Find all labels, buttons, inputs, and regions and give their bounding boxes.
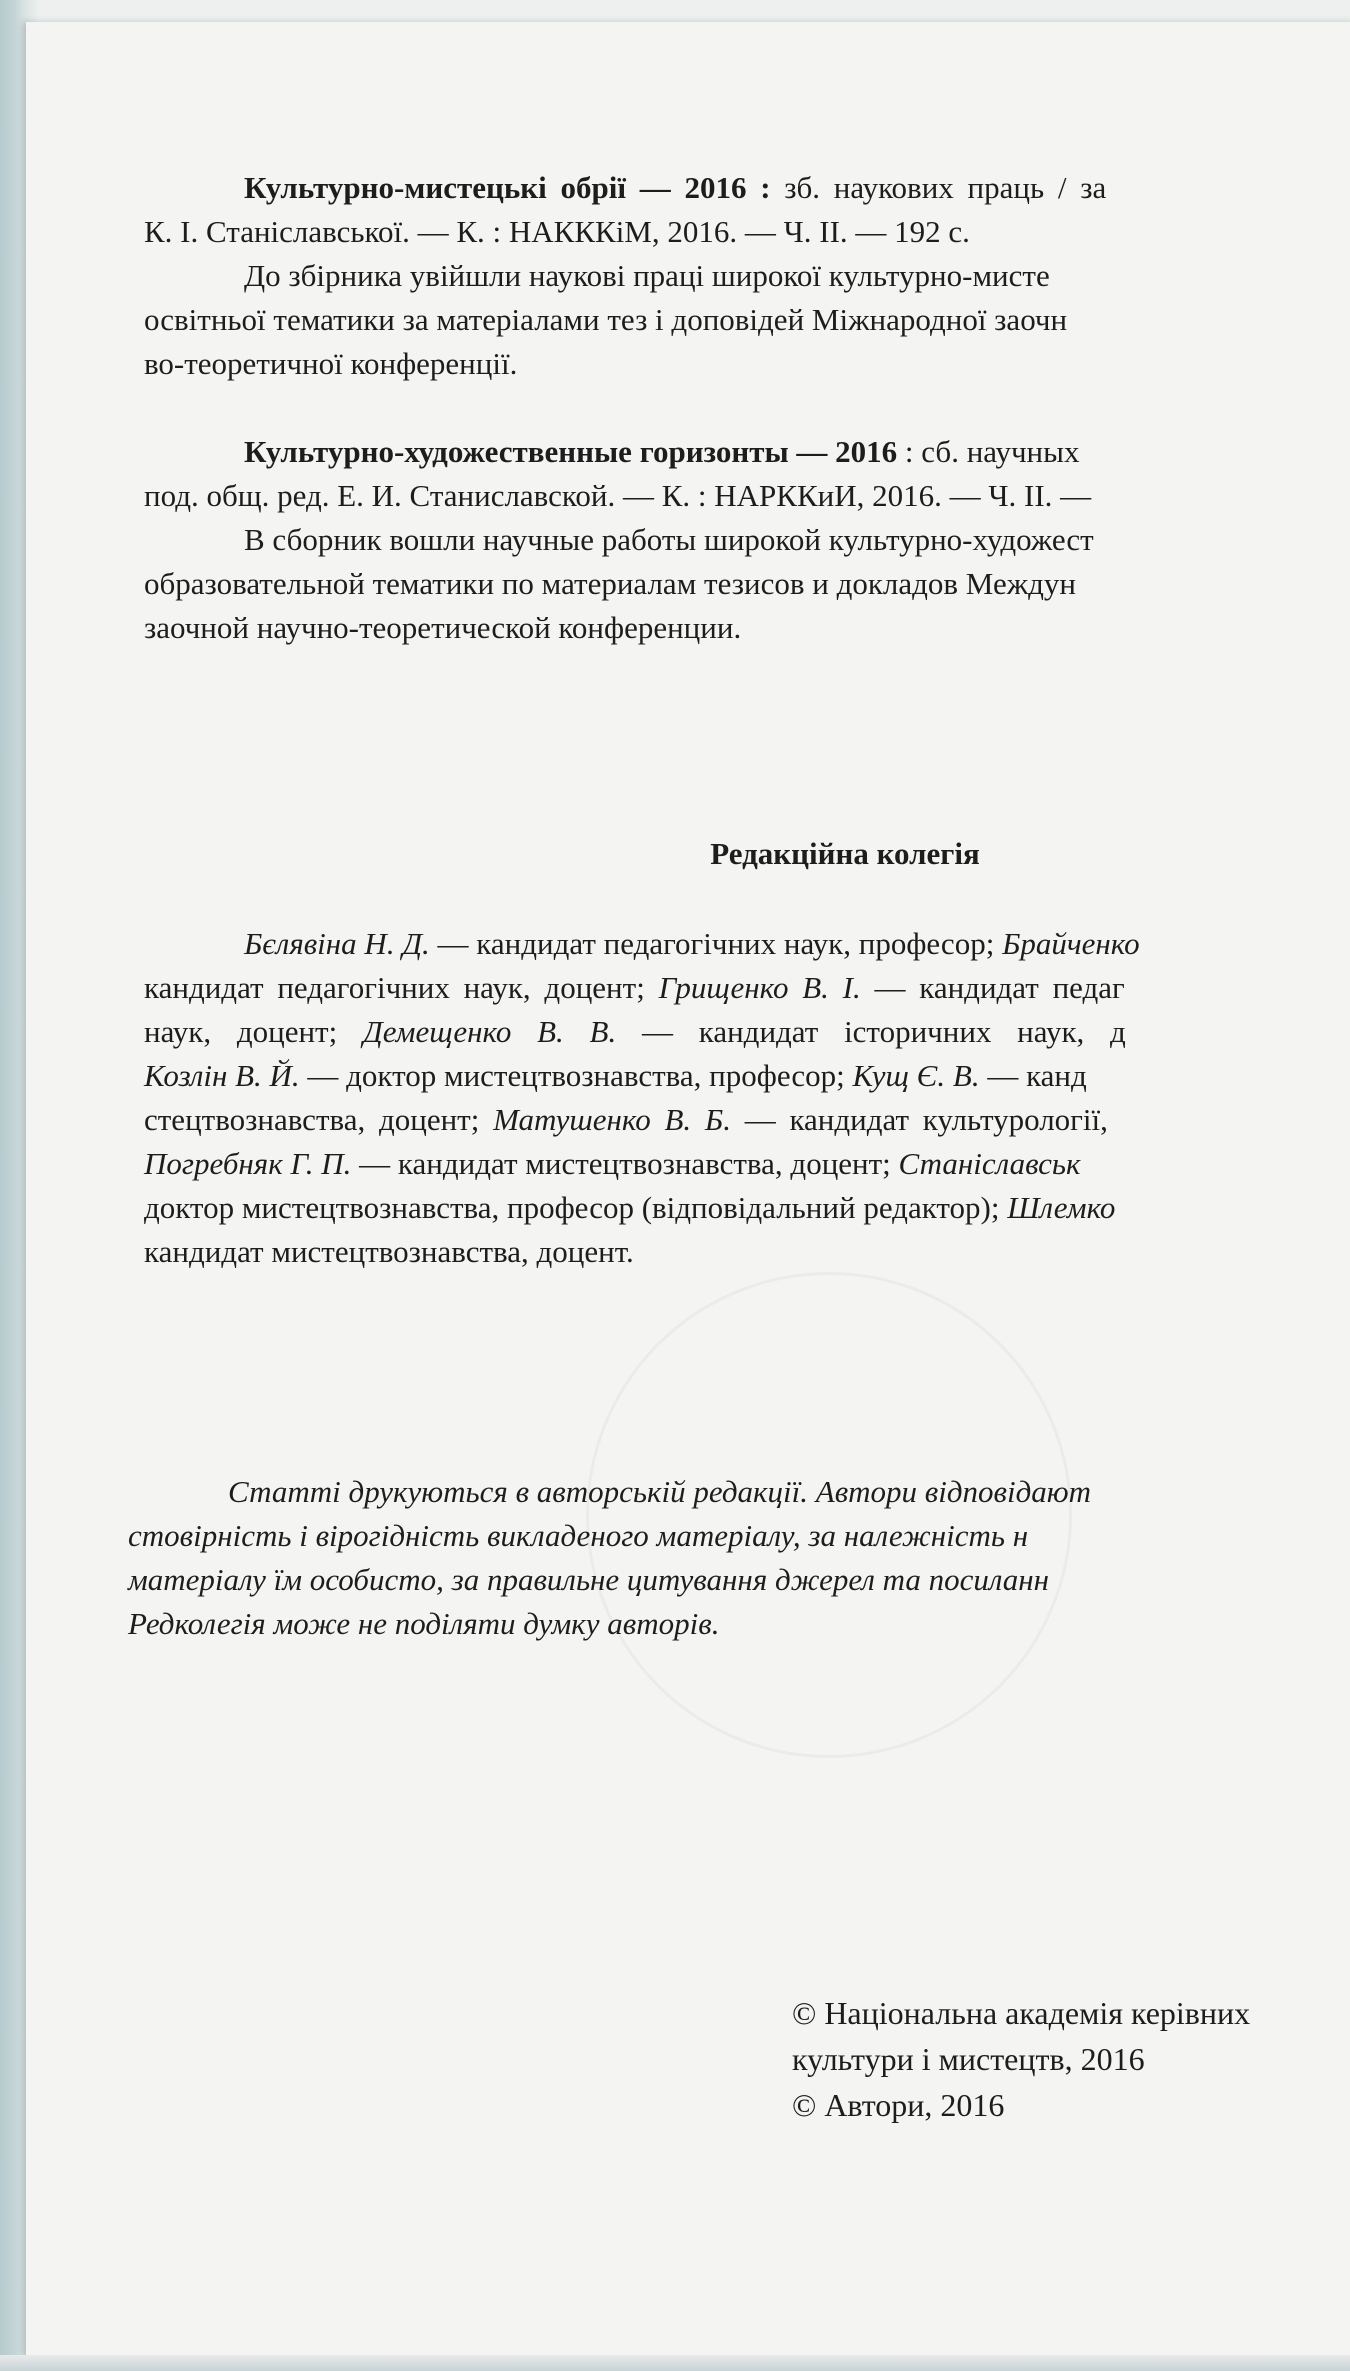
russian-description-line-2: образовательной тематики по материалам тезисов и докладов Междун (144, 566, 1076, 601)
ukrainian-annotation-line-2: К. І. Станіславської. — К. : НАКККіМ, 2016. — Ч. ІІ. — 192 с. (144, 214, 970, 249)
member-name: Брайченко (1002, 926, 1140, 961)
member-name: Погребняк Г. П. (144, 1146, 352, 1181)
editorial-line-3 (144, 1010, 1140, 1054)
russian-description-line-1: В сборник вошли научные работы широкой культурно-художест (244, 522, 1094, 557)
copyright-line-1: © Національна академія керівних (792, 1995, 1251, 2031)
copyright-line-3: © Автори, 2016 (792, 2087, 1005, 2123)
member-title: — кандидат педагогічних наук, професор; (429, 926, 1003, 961)
member-name: Бєлявіна Н. Д. (244, 926, 430, 961)
editorial-line-7 (144, 1186, 1140, 1230)
ukrainian-description-line-3: во-теоретичної конференції. (144, 346, 518, 381)
note-line-4: Редколегія може не поділяти думку авторів. (128, 1606, 720, 1641)
member-title: кандидат педагогічних наук, доцент; (144, 970, 659, 1005)
copyright-line-2: культури і мистецтв, 2016 (792, 2041, 1145, 2077)
member-title: наук, доцент; (144, 1014, 363, 1049)
member-title: — кандидат історичних наук, д (616, 1014, 1126, 1049)
russian-annotation-line-2: под. общ. ред. Е. И. Станиславской. — К. : НАРККиИ, 2016. — Ч. ІІ. — (144, 478, 1092, 513)
copyright-block (792, 1990, 1250, 2128)
member-title: — кандидат культурології, (730, 1102, 1108, 1137)
editorial-line-1 (144, 922, 1140, 966)
russian-annotation-line-1 (144, 430, 1094, 474)
member-name: Шлемко (1007, 1190, 1116, 1225)
member-name: Козлін В. Й. (144, 1058, 300, 1093)
member-name: Грищенко В. І. (658, 970, 861, 1005)
member-title: — кандидат педаг (860, 970, 1125, 1005)
editorial-line-5 (144, 1098, 1140, 1142)
note-line-3: матеріалу їм особисто, за правильне цитування джерел та посиланн (128, 1562, 1050, 1597)
editorial-board-list (144, 922, 1140, 1274)
russian-annotation (144, 430, 1094, 650)
note-line-2: стовірність і вірогідність викладеного матеріалу, за належність н (128, 1518, 1029, 1553)
editorial-line-2 (144, 966, 1140, 1010)
editorial-line-8: кандидат мистецтвознавства, доцент. (144, 1234, 634, 1269)
russian-annotation-line-1-rest: : сб. научных (904, 434, 1080, 469)
member-name: Кущ Є. В. (852, 1058, 980, 1093)
member-title: стецтвознавства, доцент; (144, 1102, 494, 1137)
ukrainian-collection-title: Культурно-мистецькі обрії — 2016 : (244, 170, 771, 205)
member-name: Демещенко В. В. (362, 1014, 617, 1049)
member-name: Станіславськ (898, 1146, 1081, 1181)
member-title: — канд (979, 1058, 1087, 1093)
russian-collection-title: Культурно-художественные горизонты — 2016 (244, 434, 898, 469)
member-title: доктор мистецтвознавства, професор (відповідальний редактор); (144, 1190, 1008, 1225)
member-name: Матушенко В. Б. (493, 1102, 731, 1137)
note-line-1: Статті друкуються в авторській редакції. Автори відповідают (228, 1474, 1092, 1509)
editorial-line-6 (144, 1142, 1140, 1186)
scan-bottom-edge (0, 2355, 1350, 2371)
ukrainian-annotation (144, 166, 1106, 386)
ukrainian-annotation-line-1-rest: зб. наукових праць / за (784, 170, 1107, 205)
ukrainian-description-line-2: освітньої тематики за матеріалами тез і доповідей Міжнародної заочн (144, 302, 1068, 337)
editorial-board-heading: Редакційна колегія (710, 836, 980, 871)
member-title: — кандидат мистецтвознавства, доцент; (351, 1146, 899, 1181)
authors-responsibility-note (128, 1470, 1091, 1646)
editorial-line-4 (144, 1054, 1140, 1098)
member-title: — доктор мистецтвознавства, професор; (299, 1058, 853, 1093)
russian-description-line-3: заочной научно-теоретической конференции. (144, 610, 742, 645)
ukrainian-annotation-line-1 (144, 166, 1106, 210)
ukrainian-description-line-1: До збірника увійшли наукові праці широкої культурно-мисте (244, 258, 1050, 293)
